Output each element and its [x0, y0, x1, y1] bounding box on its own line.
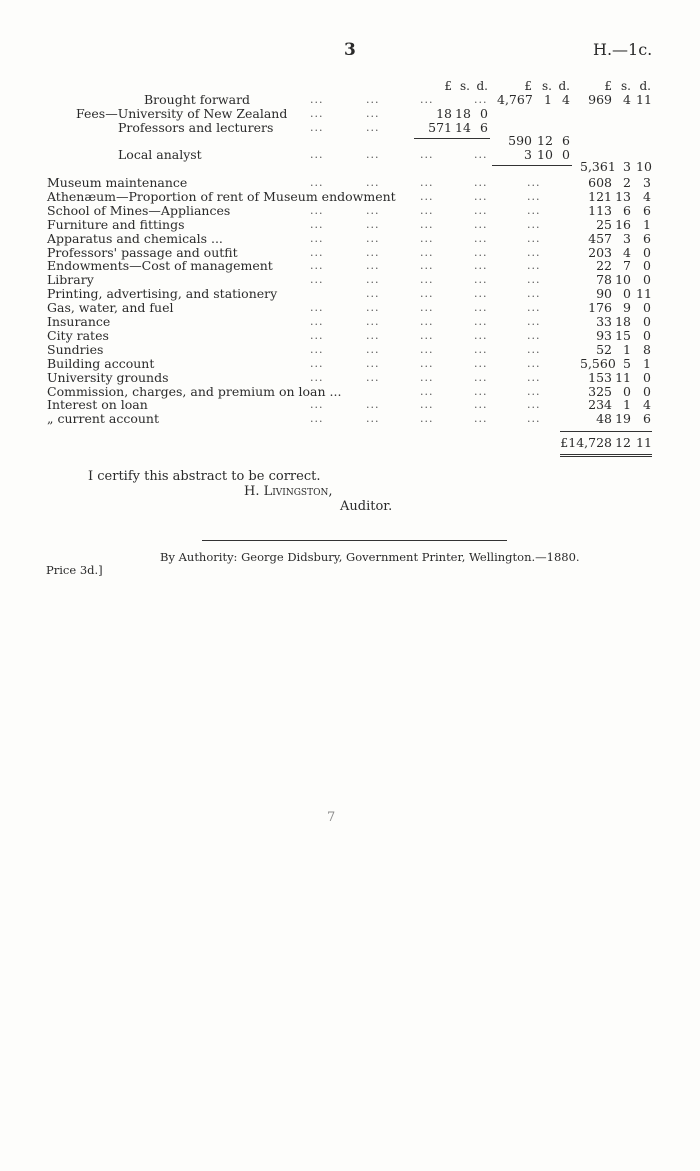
subtotal-c3-pounds: 5,361	[580, 159, 616, 174]
row-label: Interest on loan	[47, 397, 148, 413]
row-label: Museum maintenance	[47, 175, 188, 190]
leader-dots: ...	[420, 328, 434, 342]
leader-dots: ...	[474, 148, 488, 161]
amount-shillings: 13	[615, 188, 631, 204]
row-label: Professors' passage and outfit	[47, 244, 238, 260]
leader-dots: ...	[420, 273, 434, 287]
header-pence: d.	[558, 79, 570, 93]
leader-dots: ...	[366, 217, 380, 231]
leader-dots: ...	[366, 231, 380, 245]
leader-dots: ...	[420, 342, 434, 356]
table-row	[0, 385, 700, 399]
leader-dots: ...	[527, 245, 541, 259]
amount-pounds: 48	[596, 411, 612, 427]
row-label: Gas, water, and fuel	[47, 300, 174, 316]
leader-dots: ...	[310, 273, 324, 287]
amount-pence: 0	[643, 272, 651, 288]
leader-dots: ...	[310, 93, 324, 106]
leader-dots: ...	[420, 189, 434, 203]
table-row	[0, 301, 700, 315]
fees-prof-c1-shillings: 14	[455, 120, 471, 135]
leader-dots: ...	[420, 231, 434, 245]
leader-dots: ...	[310, 231, 324, 245]
header-pounds: £	[604, 79, 612, 93]
row-label: School of Mines—Appliances	[47, 202, 231, 218]
amount-shillings: 16	[615, 216, 631, 232]
leader-dots: ...	[527, 315, 541, 328]
fees-c1-pence: 0	[480, 106, 488, 121]
amount-pence: 1	[643, 216, 651, 232]
row-label: Professors and lecturers	[118, 120, 274, 135]
leader-dots: ...	[310, 301, 324, 315]
leader-dots: ...	[527, 217, 541, 231]
leader-dots: ...	[366, 301, 380, 315]
amount-pence: 6	[643, 230, 651, 246]
leader-dots: ...	[366, 148, 380, 161]
leader-dots: ...	[310, 176, 324, 189]
certification-statement: I certify this abstract to be correct.	[88, 469, 321, 484]
leader-dots: ...	[420, 384, 434, 398]
leader-dots: ...	[527, 287, 541, 301]
amount-shillings: 7	[623, 258, 631, 274]
leader-dots: ...	[474, 412, 488, 426]
leader-dots: ...	[474, 328, 488, 342]
leader-dots: ...	[527, 203, 541, 217]
brought-forward-c3-pence: 11	[636, 92, 652, 107]
amount-pence: 8	[643, 341, 651, 357]
total-pounds: £14,728	[560, 435, 612, 450]
leader-dots: ...	[366, 328, 380, 342]
leader-dots: ...	[474, 370, 488, 384]
header-shillings: s.	[542, 79, 552, 93]
leader-dots: ...	[474, 217, 488, 231]
row-fees-university	[0, 107, 700, 121]
leader-dots: ...	[474, 259, 488, 273]
leader-dots: ...	[527, 356, 541, 370]
header-pounds: £	[444, 79, 452, 93]
amount-shillings: 19	[615, 411, 631, 427]
amount-pounds: 52	[596, 341, 612, 357]
auditor-name: H. Livingston,	[244, 484, 333, 499]
leader-dots: ...	[366, 398, 380, 412]
table-row	[0, 329, 700, 343]
leader-dots: ...	[366, 259, 380, 273]
leader-dots: ...	[310, 328, 324, 342]
leader-dots: ...	[474, 342, 488, 356]
header-shillings: s.	[460, 79, 470, 93]
amount-pounds: 93	[596, 327, 612, 343]
leader-dots: ...	[527, 384, 541, 398]
table-row	[0, 412, 700, 426]
leader-dots: ...	[310, 203, 324, 217]
amount-pence: 4	[643, 397, 651, 413]
leader-dots: ...	[310, 217, 324, 231]
amount-pence: 0	[643, 300, 651, 316]
amount-pounds: 22	[596, 258, 612, 274]
row-label: Building account	[47, 355, 155, 371]
leader-dots: ...	[474, 287, 488, 301]
amount-pounds: 121	[588, 188, 612, 204]
leader-dots: ...	[420, 176, 434, 189]
leader-dots: ...	[366, 93, 380, 106]
amount-pounds: 113	[588, 202, 612, 218]
leader-dots: ...	[527, 412, 541, 426]
leader-dots: ...	[420, 245, 434, 259]
amount-shillings: 4	[623, 244, 631, 260]
row-label: Local analyst	[118, 147, 202, 162]
leader-dots: ...	[527, 328, 541, 342]
leader-dots: ...	[310, 148, 324, 161]
table-row	[0, 398, 700, 412]
amount-pounds: 176	[588, 300, 612, 316]
header-pounds: £	[524, 79, 532, 93]
subtotal-c3-pence: 10	[636, 159, 652, 174]
row-label: Commission, charges, and premium on loan ...	[47, 383, 342, 399]
table-row	[0, 204, 700, 218]
leader-dots: ...	[366, 412, 380, 426]
leader-dots: ...	[366, 287, 380, 301]
table-row	[0, 176, 700, 190]
table-row	[0, 273, 700, 287]
table-row	[0, 246, 700, 260]
amount-pounds: 153	[588, 369, 612, 385]
amount-pence: 0	[643, 314, 651, 329]
total-pence: 11	[636, 435, 652, 450]
amount-shillings: 11	[615, 369, 631, 385]
amount-pence: 3	[643, 175, 651, 190]
leader-dots: ...	[420, 370, 434, 384]
leader-dots: ...	[310, 107, 324, 120]
fees-c1-pounds: 18	[436, 106, 452, 121]
price-label: Price 3d.]	[46, 563, 103, 577]
amount-pounds: 234	[588, 397, 612, 413]
row-brought-forward	[0, 93, 700, 107]
leader-dots: ...	[420, 93, 434, 106]
table-row	[0, 190, 700, 204]
fees-prof-c1-pounds: 571	[428, 120, 452, 135]
amount-pence: 6	[643, 411, 651, 427]
fees-c1-shillings: 18	[455, 106, 471, 121]
leader-dots: ...	[474, 301, 488, 315]
row-label: Fees—University of New Zealand	[76, 106, 288, 121]
amount-pence: 0	[643, 369, 651, 385]
leader-dots: ...	[474, 203, 488, 217]
leader-dots: ...	[310, 259, 324, 273]
fees-subtotal-shillings: 12	[537, 133, 553, 148]
row-label: „ current account	[47, 411, 159, 427]
local-analyst-c2-shillings: 10	[537, 147, 553, 162]
row-fees-professors	[0, 121, 700, 135]
row-label: Athenæum—Proportion of rent of Museum endowment	[47, 188, 396, 204]
brought-forward-c2-shillings: 1	[544, 92, 552, 107]
table-row	[0, 343, 700, 357]
leader-dots: ...	[527, 273, 541, 287]
row-fees-subtotal	[0, 134, 700, 148]
leader-dots: ...	[474, 231, 488, 245]
row-label: University grounds	[47, 369, 169, 385]
row-label: Apparatus and chemicals ...	[47, 230, 223, 246]
row-grand-total	[0, 436, 700, 450]
amount-shillings: 3	[623, 230, 631, 246]
leader-dots: ...	[366, 121, 380, 134]
document-reference: H.—1c.	[593, 40, 653, 59]
printer-imprint: By Authority: George Didsbury, Government Printer, Wellington.—1880.	[160, 550, 580, 564]
amount-shillings: 0	[623, 286, 631, 302]
amount-pounds: 457	[588, 230, 612, 246]
leader-dots: ...	[420, 398, 434, 412]
fees-subtotal-pounds: 590	[508, 133, 532, 148]
header-pence: d.	[476, 79, 488, 93]
amount-pounds: 25	[596, 216, 612, 232]
header-pence: d.	[639, 79, 651, 93]
auditor-title: Auditor.	[340, 499, 393, 514]
leader-dots: ...	[310, 121, 324, 134]
leader-dots: ...	[310, 370, 324, 384]
amount-shillings: 18	[615, 314, 631, 329]
leader-dots: ...	[420, 301, 434, 315]
row-label: Brought forward	[144, 92, 251, 107]
leader-dots: ...	[474, 384, 488, 398]
amount-pence: 1	[643, 355, 651, 371]
local-analyst-c2-pence: 0	[562, 147, 570, 162]
leader-dots: ...	[366, 273, 380, 287]
page-number: 3	[344, 40, 356, 60]
leader-dots: ...	[527, 342, 541, 356]
leader-dots: ...	[420, 217, 434, 231]
leader-dots: ...	[310, 412, 324, 426]
leader-dots: ...	[474, 189, 488, 203]
imprint-rule	[202, 540, 507, 541]
amount-shillings: 2	[623, 175, 631, 190]
table-row	[0, 218, 700, 232]
brought-forward-c2-pence: 4	[562, 92, 570, 107]
leader-dots: ...	[474, 176, 488, 189]
leader-dots: ...	[527, 398, 541, 412]
leader-dots: ...	[366, 203, 380, 217]
row-label: Library	[47, 272, 94, 288]
table-row	[0, 287, 700, 301]
leader-dots: ...	[310, 356, 324, 370]
header-shillings: s.	[621, 79, 631, 93]
leader-dots: ...	[527, 231, 541, 245]
brought-forward-c2-pounds: 4,767	[497, 92, 533, 107]
leader-dots: ...	[310, 342, 324, 356]
leader-dots: ...	[474, 398, 488, 412]
amount-pence: 0	[643, 244, 651, 260]
amount-pounds: 33	[596, 314, 612, 329]
leader-dots: ...	[310, 245, 324, 259]
amount-shillings: 1	[623, 341, 631, 357]
amount-pounds: 203	[588, 244, 612, 260]
leader-dots: ...	[420, 287, 434, 301]
leader-dots: ...	[420, 412, 434, 426]
amount-shillings: 6	[623, 202, 631, 218]
amount-pence: 4	[643, 188, 651, 204]
leader-dots: ...	[366, 356, 380, 370]
leader-dots: ...	[420, 259, 434, 273]
total-shillings: 12	[615, 435, 631, 450]
brought-forward-c3-pounds: 969	[588, 92, 612, 107]
subtotal-c3-shillings: 3	[623, 159, 631, 174]
row-subtotal-c3	[0, 160, 700, 174]
leader-dots: ...	[420, 356, 434, 370]
total-double-rule	[560, 454, 652, 457]
leader-dots: ...	[527, 189, 541, 203]
leader-dots: ...	[527, 370, 541, 384]
amount-pence: 11	[636, 286, 652, 302]
row-label: Printing, advertising, and stationery	[47, 286, 278, 302]
leader-dots: ...	[366, 370, 380, 384]
amount-shillings: 9	[623, 300, 631, 316]
fees-subtotal-pence: 6	[562, 133, 570, 148]
table-row	[0, 232, 700, 246]
amount-shillings: 1	[623, 397, 631, 413]
amount-pence: 0	[643, 383, 651, 399]
amount-shillings: 15	[615, 327, 631, 343]
leader-dots: ...	[366, 315, 380, 328]
row-label: Sundries	[47, 341, 104, 357]
leader-dots: ...	[527, 176, 541, 189]
leader-dots: ...	[310, 315, 324, 328]
table-row	[0, 371, 700, 385]
fees-prof-c1-pence: 6	[480, 120, 488, 135]
table-row	[0, 315, 700, 329]
amount-shillings: 10	[615, 272, 631, 288]
row-label: Furniture and fittings	[47, 216, 185, 232]
leader-dots: ...	[474, 273, 488, 287]
local-analyst-c2-pounds: 3	[524, 147, 532, 162]
leader-dots: ...	[474, 356, 488, 370]
amount-pounds: 608	[588, 175, 612, 190]
leader-dots: ...	[366, 176, 380, 189]
brought-forward-c3-shillings: 4	[623, 92, 631, 107]
amount-pounds: 5,560	[580, 355, 616, 371]
total-rule	[560, 431, 652, 432]
row-label: Endowments—Cost of management	[47, 258, 273, 274]
table-row	[0, 259, 700, 273]
amount-shillings: 0	[623, 383, 631, 399]
leader-dots: ...	[310, 398, 324, 412]
leader-dots: ...	[366, 245, 380, 259]
leader-dots: ...	[420, 148, 434, 161]
stray-mark: 7	[327, 810, 336, 825]
leader-dots: ...	[420, 315, 434, 328]
amount-pence: 6	[643, 202, 651, 218]
column-header-row	[0, 79, 700, 93]
leader-dots: ...	[474, 315, 488, 328]
leader-dots: ...	[366, 107, 380, 120]
amount-pence: 0	[643, 327, 651, 343]
table-row	[0, 357, 700, 371]
amount-pounds: 325	[588, 383, 612, 399]
leader-dots: ...	[527, 301, 541, 315]
amount-shillings: 5	[623, 355, 631, 371]
leader-dots: ...	[474, 245, 488, 259]
amount-pounds: 78	[596, 272, 612, 288]
leader-dots: ...	[474, 93, 488, 106]
leader-dots: ...	[527, 259, 541, 273]
amount-pounds: 90	[596, 286, 612, 302]
amount-pence: 0	[643, 258, 651, 274]
row-label: Insurance	[47, 314, 111, 329]
row-label: City rates	[47, 327, 109, 343]
leader-dots: ...	[420, 203, 434, 217]
leader-dots: ...	[366, 342, 380, 356]
